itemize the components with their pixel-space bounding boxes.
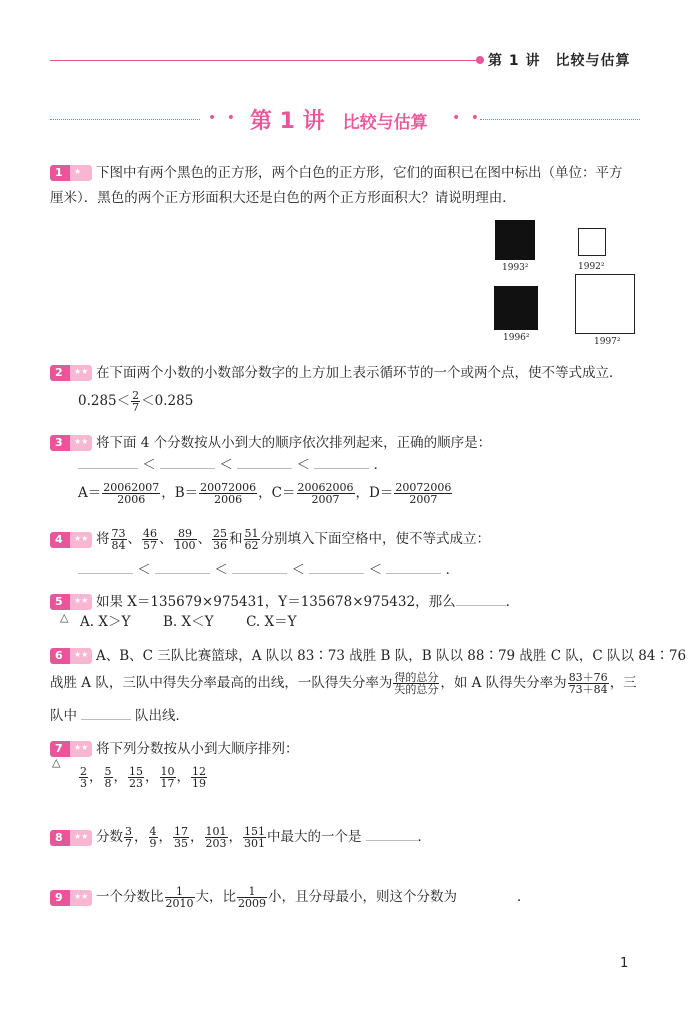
answer-blank[interactable] (232, 561, 287, 574)
fraction: $\frac{2}{7}$ (132, 389, 140, 414)
label-d: ，D＝ (355, 485, 394, 501)
fraction-d: $\frac{20072006}{2007}$ (395, 481, 452, 506)
q5-question: 如果 X＝135679×975431，Y＝135678×975432，那么 (96, 594, 456, 610)
fraction: $\frac{1}{2010}$ (165, 885, 194, 910)
q4-pre: 将 (96, 531, 110, 547)
lecture-title (250, 104, 428, 135)
answer-blank[interactable] (461, 888, 517, 901)
less-than: ＜ (214, 562, 228, 578)
less-than: ＜ (219, 457, 233, 473)
separator: ， (228, 829, 242, 845)
period: ． (417, 829, 431, 845)
title-dots-left: • • (208, 110, 238, 126)
q2-left: 0.285＜ (78, 393, 131, 409)
conjunction: 和 (229, 531, 243, 547)
difficulty-stars: ★★ (74, 892, 89, 901)
q4-blanks-row (78, 560, 459, 580)
question-number: 7 (55, 742, 63, 755)
option-c[interactable]: C. X＝Y (246, 614, 297, 630)
difficulty-stars: ★★ (74, 367, 89, 376)
q3-text-line1: 将下面 4 个分数按从小到大的顺序依次排列起来，正确的顺序是： (96, 435, 492, 451)
difficulty-stars: ★★ (74, 534, 89, 543)
white-square-1997 (575, 274, 635, 334)
fraction-a: $\frac{20062007}{2006}$ (103, 481, 160, 506)
fraction: $\frac{25}{36}$ (213, 527, 227, 552)
difficulty-stars: ★★ (74, 743, 89, 752)
q2-text-line1: 在下面两个小数的小数部分数字的上方加上表示循环节的一个或两个点，使不等式成立． (96, 365, 623, 381)
fraction: $\frac{12}{19}$ (192, 765, 206, 790)
label-b: ，B＝ (161, 485, 199, 501)
question-badge-7 (50, 741, 92, 757)
less-than: ＜ (368, 562, 383, 578)
question-badge-9 (50, 890, 92, 906)
q7-text-line1: 将下列分数按从小到大顺序排列： (96, 741, 299, 757)
caption-1992: 1992² (578, 262, 605, 272)
question-number: 4 (55, 533, 63, 546)
separator: ， (113, 769, 127, 785)
q1-text-line1: 下图中有两个黑色的正方形，两个白色的正方形，它们的面积已在图中标出（单位：平方 (96, 165, 623, 181)
lecture-title-row (50, 104, 650, 134)
title-rule-left (50, 119, 200, 120)
option-b[interactable]: B. X＜Y (162, 614, 214, 630)
separator: 、 (127, 531, 141, 547)
q8-pre: 分数 (96, 829, 123, 845)
separator: ， (134, 829, 148, 845)
question-number: 6 (55, 649, 63, 662)
question-badge-6 (50, 648, 92, 664)
separator: ， (89, 769, 103, 785)
fraction: $\frac{5}{8}$ (104, 765, 112, 790)
fraction: $\frac{10}{17}$ (160, 765, 175, 790)
black-square-1996 (494, 286, 538, 330)
fraction-c: $\frac{20062006}{2007}$ (297, 481, 354, 506)
q6-text-line1: A、B、C 三队比赛篮球，A 队以 83∶73 战胜 B 队，B 队以 88∶79 战胜 C 队，C 队以 84∶76 (96, 648, 687, 664)
difficulty-stars: ★ (74, 167, 82, 176)
q6-text-line2 (50, 672, 637, 695)
fraction: $\frac{3}{7}$ (125, 825, 132, 850)
answer-blank[interactable] (386, 561, 441, 574)
ratio-fraction: $\frac{\text{得的总分}}{\text{失的总分}}$ (394, 671, 439, 696)
period: ． (517, 889, 531, 905)
fraction: $\frac{101}{203}$ (205, 825, 227, 850)
question-badge-5 (50, 594, 92, 610)
less-than: ＜ (137, 562, 151, 578)
caption-1997: 1997² (594, 337, 621, 347)
running-header: 第 1 讲 比较与估算 (488, 53, 631, 69)
question-badge-8 (50, 830, 92, 846)
q6-text-line3 (50, 706, 189, 726)
white-square-1992 (578, 228, 606, 256)
q6-line3a: 队中 (50, 708, 77, 724)
caption-1993: 1993² (502, 263, 529, 273)
q9-pre: 一个分数比 (96, 889, 164, 905)
q3-definitions (78, 482, 453, 505)
header-dot (476, 56, 484, 64)
fraction: $\frac{4}{9}$ (149, 825, 157, 850)
question-number: 2 (55, 366, 63, 379)
a-ratio-fraction: $\frac{83+76}{73+84}$ (568, 671, 608, 696)
separator: 、 (197, 531, 211, 547)
triangle-mark-icon: △ (52, 756, 61, 769)
difficulty-stars: ★★ (74, 437, 89, 446)
question-number: 3 (55, 436, 63, 449)
fraction: $\frac{51}{62}$ (244, 527, 259, 552)
q2-right: ＜0.285 (141, 393, 194, 409)
fraction: $\frac{2}{3}$ (80, 765, 87, 790)
question-badge-3 (50, 435, 92, 451)
q8-text-line1 (96, 826, 431, 849)
lecture-subtitle: 比较与估算 (342, 113, 428, 133)
q7-fractions (78, 766, 208, 789)
separator: 、 (159, 531, 173, 547)
label-a: A＝ (78, 485, 102, 501)
q4-post: 分别填入下面空格中，使不等式成立： (260, 531, 490, 547)
header-rule (50, 60, 480, 61)
difficulty-stars: ★★ (74, 832, 89, 841)
q6-line2b: ，如 A 队得失分率为 (440, 675, 567, 691)
answer-blank[interactable] (78, 561, 133, 574)
option-a[interactable]: A. X＞Y (80, 614, 131, 630)
answer-blank[interactable] (309, 561, 364, 574)
q8-post: 中最大的一个是 (267, 829, 362, 845)
fraction: $\frac{15}{23}$ (129, 765, 143, 790)
label-c: ，C＝ (258, 485, 296, 501)
fraction-b: $\frac{20072006}{2006}$ (200, 481, 257, 506)
fraction: $\frac{17}{35}$ (174, 825, 188, 850)
q5-options (80, 612, 297, 632)
question-badge-2 (50, 365, 92, 381)
question-number: 9 (55, 891, 63, 904)
answer-blank[interactable] (237, 456, 292, 469)
period: ． (505, 594, 520, 610)
separator: ， (176, 769, 190, 785)
answer-blank[interactable] (155, 561, 210, 574)
q2-inequality (78, 390, 193, 413)
separator: ， (190, 829, 204, 845)
lecture-number: 第 1 讲 (250, 109, 325, 134)
answer-blank[interactable] (366, 828, 418, 841)
title-rule-right (480, 119, 640, 120)
period: ． (445, 562, 460, 578)
question-number: 5 (55, 595, 63, 608)
q5-text-line1 (96, 592, 519, 612)
answer-blank[interactable] (81, 707, 131, 720)
title-dots-right: • • (452, 110, 482, 126)
question-badge-4 (50, 532, 92, 548)
fraction: $\frac{89}{100}$ (174, 527, 196, 552)
separator: ， (158, 829, 172, 845)
q9-mid: 大，比 (195, 889, 236, 905)
answer-blank[interactable] (314, 456, 369, 469)
q3-blanks-row (78, 455, 387, 475)
q4-text-line1 (96, 528, 490, 551)
difficulty-stars: ★★ (74, 596, 89, 605)
answer-blank[interactable] (456, 593, 506, 606)
q6-line3b: 队出线． (135, 708, 189, 724)
period: ． (373, 457, 388, 473)
q9-text-line1 (96, 886, 531, 909)
fraction: $\frac{151}{301}$ (244, 825, 265, 850)
q6-line2c: ，三 (609, 675, 637, 691)
question-number: 1 (55, 166, 63, 179)
answer-blank[interactable] (78, 456, 138, 469)
q6-line2a: 战胜 A 队，三队中得失分率最高的出线，一队得失分率为 (50, 675, 393, 691)
question-number: 8 (55, 831, 63, 844)
black-square-1993 (495, 220, 535, 260)
triangle-mark-icon: △ (60, 611, 69, 624)
less-than: ＜ (296, 457, 310, 473)
question-badge-1 (50, 165, 92, 181)
less-than: ＜ (142, 457, 156, 473)
fraction: $\frac{73}{84}$ (111, 527, 126, 552)
caption-1996: 1996² (503, 333, 530, 343)
difficulty-stars: ★★ (74, 650, 89, 659)
less-than: ＜ (291, 562, 305, 578)
separator: ， (145, 769, 159, 785)
fraction: $\frac{46}{57}$ (143, 527, 157, 552)
fraction: $\frac{1}{2009}$ (238, 885, 266, 910)
answer-blank[interactable] (160, 456, 215, 469)
q9-post: 小，且分母最小，则这个分数为 (268, 889, 457, 905)
page-number: 1 (620, 956, 629, 971)
q1-text-line2: 厘米）．黑色的两个正方形面积大还是白色的两个正方形面积大？请说明理由． (50, 190, 516, 206)
